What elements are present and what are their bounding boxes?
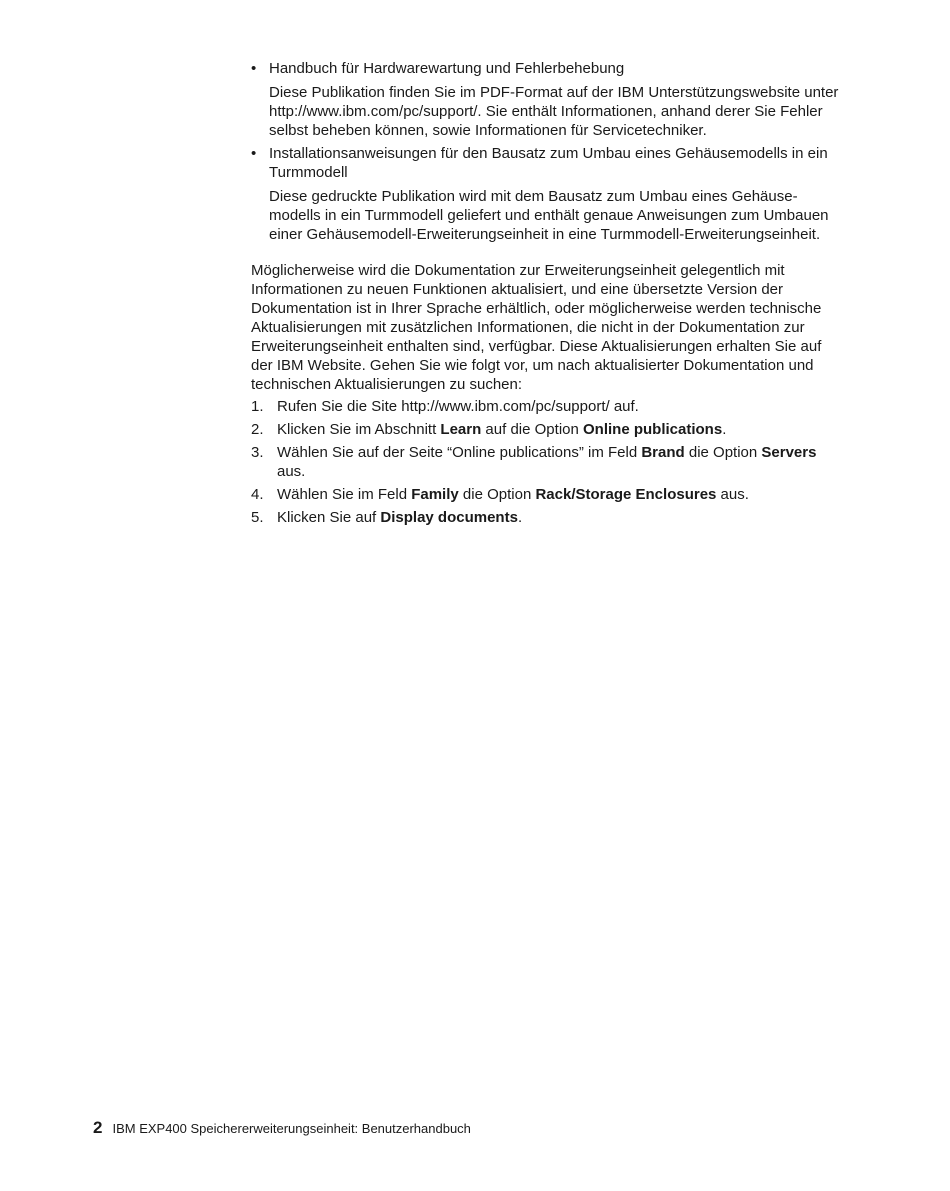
page-content [251,59,841,531]
publication-description: Diese Publikation finden Sie im PDF-Format auf der IBM Unterstützungswebsite unter http://www.ibm.com/pc/support/. Sie enthält Informationen, anhand derer Sie Fehler selbst beheben können, sowie Informationen für Servicetechniker. [269,84,839,139]
publication-list [251,59,841,244]
step-number: 1. [251,398,264,415]
list-item [251,485,841,504]
publication-title: Installationsanweisungen für den Bausatz zum Umbau eines Gehäusemodells in ein Turmmodell [269,145,828,181]
list-item [251,443,841,481]
ui-term: Learn [440,421,482,438]
step-text: . [517,509,523,526]
step-text: die Option [684,444,762,461]
page-number: 2 [93,1118,103,1137]
step-number: 4. [251,486,264,503]
list-item [251,59,841,140]
ui-term: Servers [761,444,817,461]
step-text: auf die Option [481,421,583,438]
bullet-icon: • [251,60,257,77]
publication-description: Diese gedruckte Publikation wird mit dem Bausatz zum Umbau eines Gehäusemodells in ein Turmmodell geliefert und enthält genaue Anweisungen zum Umbauen einer Gehäusemodell-Erweiterungseinheit in eine Turmmodell-Erweiterungseinheit. [269,188,829,243]
list-item [251,397,841,416]
step-text: aus. [716,486,749,503]
step-text: Wählen Sie im Feld [277,486,412,503]
step-text: Klicken Sie im Abschnitt [277,421,441,438]
step-text: aus. [277,463,306,480]
step-number: 3. [251,444,264,461]
step-text: . [722,421,727,438]
ui-term: Display documents [380,509,518,526]
ui-term: Rack/Storage Enclosures [535,486,717,503]
step-text: Klicken Sie auf [277,509,381,526]
ui-term: Online publications [583,421,723,438]
document-title: IBM EXP400 Speichererweiterungseinheit: Benutzerhandbuch [112,1121,471,1136]
step-number: 2. [251,421,264,438]
page-footer [93,1119,471,1138]
publication-title: Handbuch für Hardwarewartung und Fehlerbehebung [269,60,625,77]
list-item [251,508,841,527]
step-number: 5. [251,509,264,526]
list-item [251,144,841,244]
bullet-icon: • [251,145,257,162]
step-text: Rufen Sie die Site http://www.ibm.com/pc/support/ auf. [277,398,639,415]
steps-list [251,397,841,527]
body-paragraph: Möglicherweise wird die Dokumentation zur Erweiterungseinheit gelegentlich mit Informationen zu neuen Funktionen aktualisiert, und eine übersetzte Version der Dokumentation ist in Ihrer Sprache erhältlich, oder möglicherweise werden technische Aktualisierungen mit zusätzlichen Informationen, die nicht in der Dokumentation zur Erweiterungseinheit enthalten sind, verfügbar. Diese Aktualisierungen erhalten Sie auf der IBM Website. Gehen Sie wie folgt vor, um nach aktualisierter Dokumentation und technischen Aktualisierungen zu suchen: [251,262,822,393]
list-item [251,420,841,439]
ui-term: Family [411,486,459,503]
step-text: Wählen Sie auf der Seite “Online publications” im Feld [277,444,642,461]
ui-term: Brand [641,444,685,461]
step-text: die Option [458,486,536,503]
